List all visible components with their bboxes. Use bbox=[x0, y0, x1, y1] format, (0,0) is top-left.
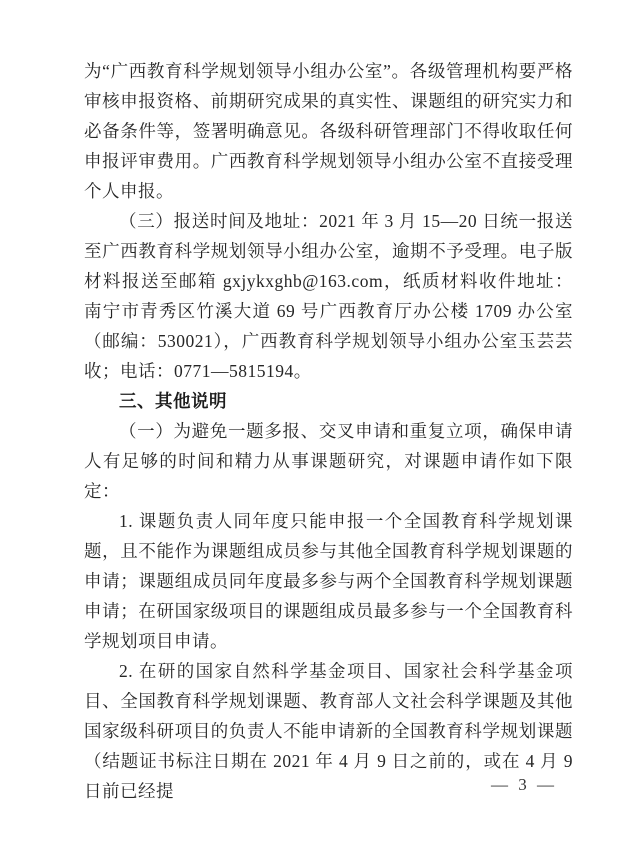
section-heading-other-notes: 三、其他说明 bbox=[119, 391, 227, 411]
paragraph-continuation-management: 为“广西教育科学规划领导小组办公室”。各级管理机构要严格审核申报资格、前期研究成果的真实性、课题组的研究实力和必备条件等，签署明确意见。各级科研管理部门不得收取任何申报评审费用。广西教育科学规划领导小组办公室不直接受理个人申报。 bbox=[84, 61, 573, 201]
page-number: — 3 — bbox=[491, 775, 557, 794]
paragraph-application-restrictions-intro: （一）为避免一题多报、交叉申请和重复立项，确保申请人有足够的时间和精力从事课题研究，对课题申请作如下限定： bbox=[84, 421, 573, 501]
paragraph-rule-1: 1. 课题负责人同年度只能申报一个全国教育科学规划课题，且不能作为课题组成员参与其他全国教育科学规划课题的申请；课题组成员同年度最多参与两个全国教育科学规划课题申请；在研国家级项目的课题组成员最多参与一个全国教育科学规划项目申请。 bbox=[84, 511, 573, 651]
document-body bbox=[84, 56, 573, 806]
paragraph-rule-2: 2. 在研的国家自然科学基金项目、国家社会科学基金项目、全国教育科学规划课题、教育部人文社会科学课题及其他国家级科研项目的负责人不能申请新的全国教育科学规划课题（结题证书标注日期在 2021 年 4 月 9 日之前的，或在 4 月 9 日前已经提 bbox=[84, 661, 573, 801]
paragraph-submission-time-address: （三）报送时间及地址：2021 年 3 月 15—20 日统一报送至广西教育科学规划领导小组办公室，逾期不予受理。电子版材料报送至邮箱 gxjykxghb@163.com，纸质材料收件地址：南宁市青秀区竹溪大道 69 号广西教育厅办公楼 1709 办公室（邮编：530021），广西教育科学规划领导小组办公室玉芸芸收；电话：0771—5815194。 bbox=[84, 211, 573, 381]
